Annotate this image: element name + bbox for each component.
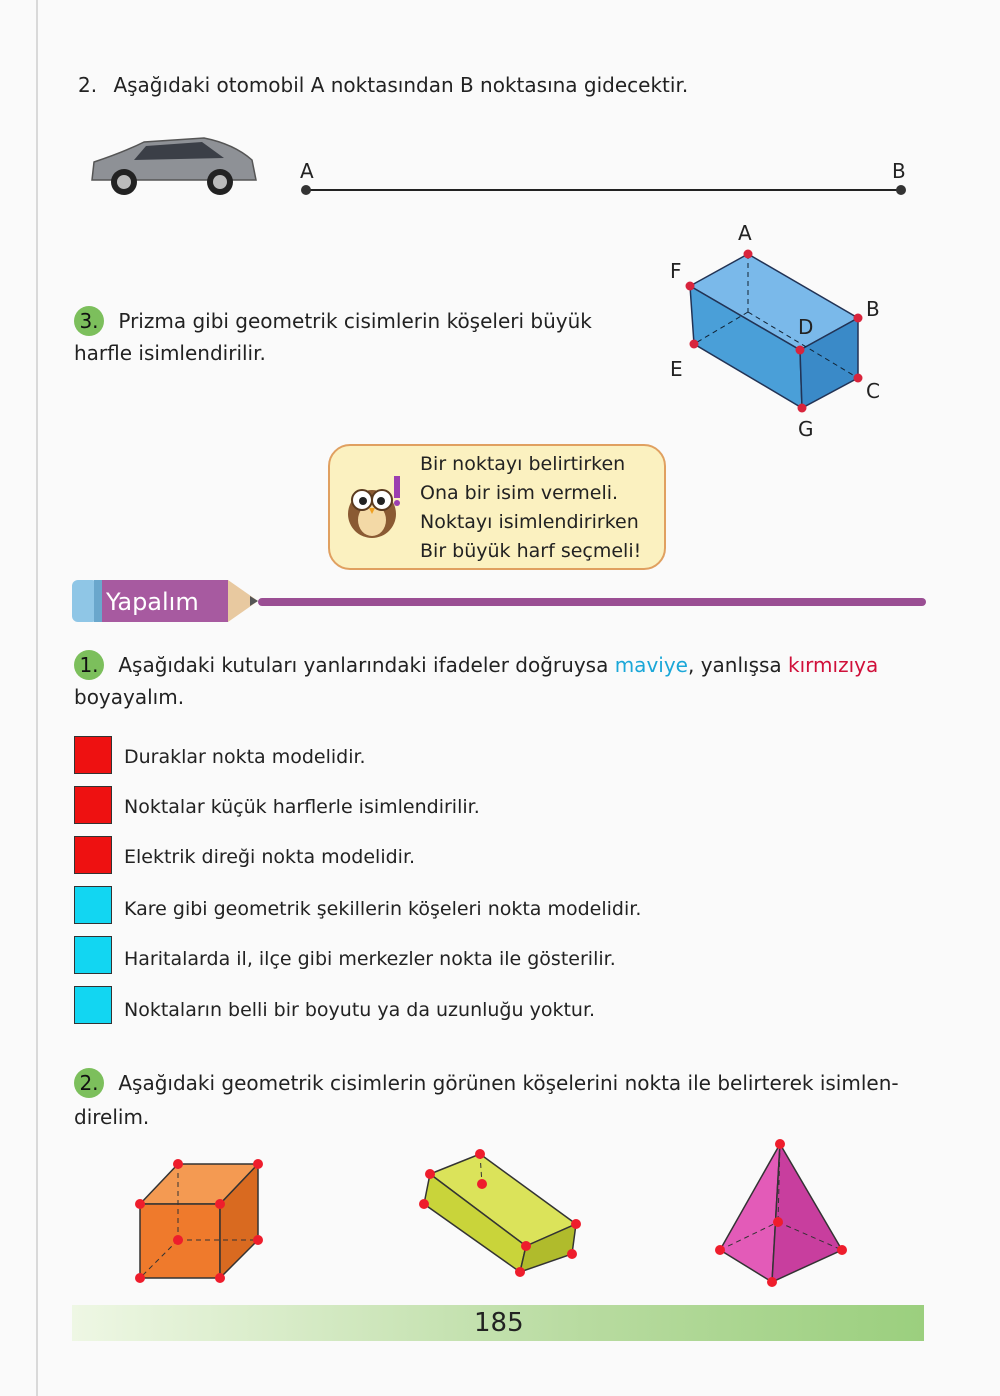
pyramid-shape [712,1138,852,1288]
poem-line: Noktayı isimlendirirken [420,511,639,533]
vertex-label-g: G [798,417,814,441]
vertex-label-f: F [670,259,682,283]
answer-box-6[interactable] [74,986,112,1024]
answer-box-3[interactable] [74,836,112,874]
question-number-badge: 1. [74,650,104,680]
statement-2: Noktalar küçük harflerle isimlendirilir. [124,796,480,818]
activity2-line2: direlim. [74,1105,150,1129]
activity1-text2: , yanlışsa [687,653,782,677]
labeled-prism [660,220,900,440]
poem-line: Bir büyük harf seçmeli! [420,540,642,562]
answer-box-1[interactable] [74,736,112,774]
statement-6: Noktaların belli bir boyutu ya da uzunluğu yoktur. [124,999,596,1021]
activity1-line2: boyayalım. [74,685,185,709]
point-a-label: A [300,159,314,183]
question-number: 2. [78,73,98,97]
vertex-label-c: C [866,379,880,403]
word-blue: maviye [614,653,688,677]
section-rule [258,598,926,606]
page-edge [36,0,38,1396]
owl-icon [336,470,408,542]
point-b-dot [896,185,906,195]
poem-lines [420,450,641,566]
word-red: kırmızıya [788,653,879,677]
point-b-label: B [892,159,906,183]
activity1-text1: Aşağıdaki kutuları yanlarındaki ifadeler doğruysa [118,653,609,677]
prism-line1: Prizma gibi geometrik cisimlerin köşeleri büyük [118,309,592,333]
activity1-question [74,650,878,680]
car-question [78,72,688,98]
question-number-badge: 3. [74,306,104,336]
question-number-badge: 2. [74,1068,104,1098]
vertex-label-a: A [738,221,752,245]
answer-box-4[interactable] [74,886,112,924]
section-label: Yapalım [106,588,199,616]
statement-5: Haritalarda il, ilçe gibi merkezler nokta ile gösterilir. [124,948,616,970]
answer-box-2[interactable] [74,786,112,824]
vertex-label-e: E [670,357,683,381]
statement-4: Kare gibi geometrik şekillerin köşeleri nokta modelidir. [124,898,642,920]
statement-1: Duraklar nokta modelidir. [124,746,366,768]
poem-line: Bir noktayı belirtirken [420,453,626,475]
answer-box-5[interactable] [74,936,112,974]
point-a-dot [301,185,311,195]
poem-line: Ona bir isim vermeli. [420,482,619,504]
page-number: 185 [474,1308,524,1338]
question-text: Aşağıdaki otomobil A noktasından B noktasına gidecektir. [113,73,689,97]
segment-ab [296,180,912,200]
activity2-question [74,1068,899,1098]
car-illustration [84,130,264,202]
prism-line2: harfle isimlendirilir. [74,341,266,365]
cube-shape [128,1154,268,1288]
rectangular-prism-shape [416,1146,586,1280]
prism-question [74,306,592,336]
vertex-label-b: B [866,297,880,321]
statement-3: Elektrik direği nokta modelidir. [124,846,416,868]
vertex-label-d: D [798,315,814,339]
activity2-line1: Aşağıdaki geometrik cisimlerin görünen köşelerini nokta ile belirterek isimlen- [118,1071,899,1095]
